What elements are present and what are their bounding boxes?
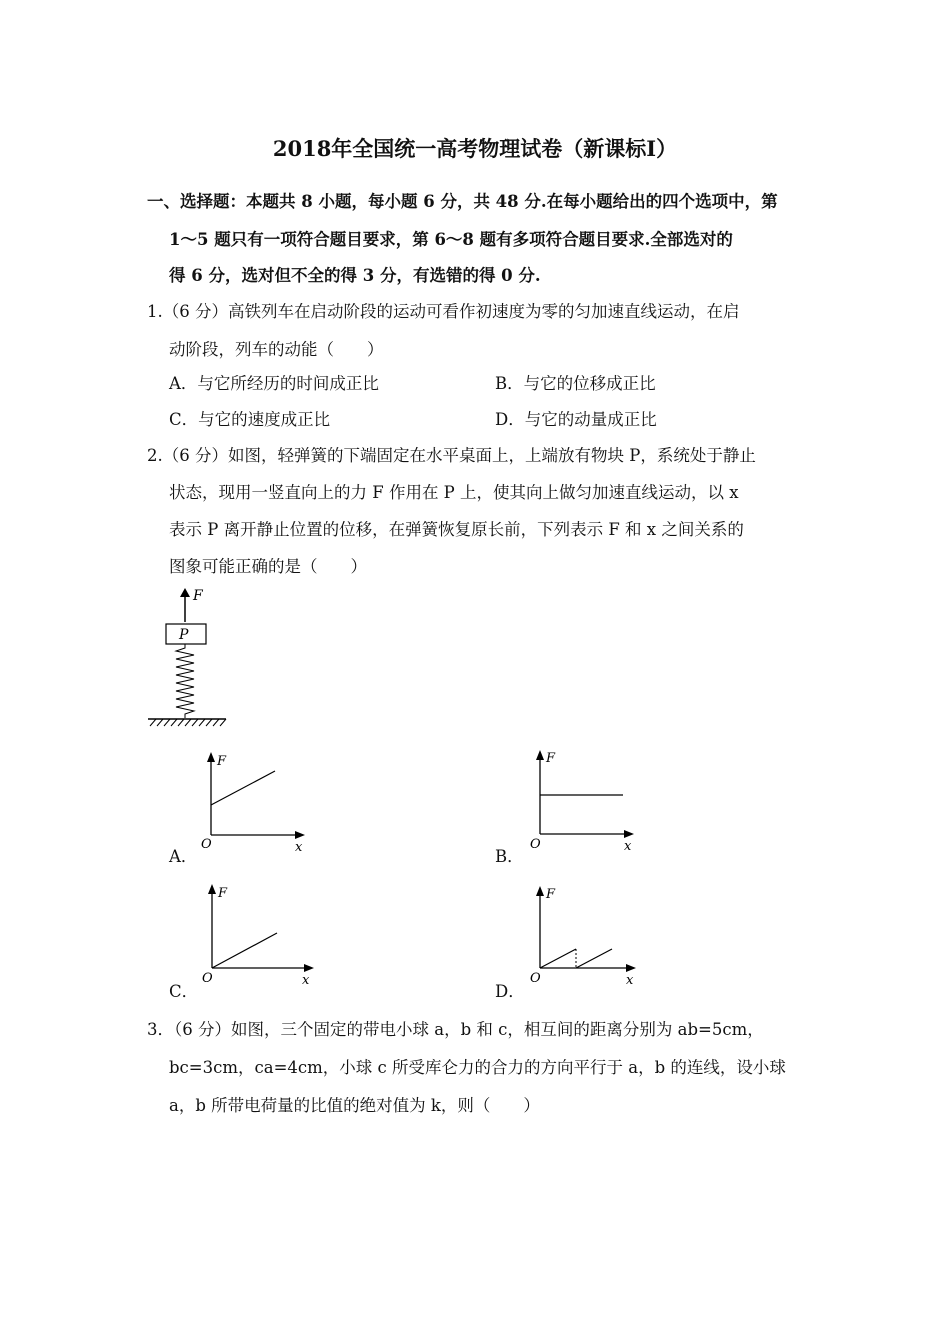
graph-d-line-second: [576, 949, 612, 968]
question-2-line-4: 图象可能正确的是（ ）: [169, 557, 367, 576]
section-header-line-3: 得 6 分，选对但不全的得 3 分，有选错的得 0 分.: [169, 266, 541, 285]
question-3-line-2: bc=3cm，ca=4cm，小球 c 所受库仑力的合力的方向平行于 a，b 的连线，设小球: [169, 1058, 786, 1077]
graph-c-x-label: x: [302, 973, 310, 988]
graph-c-line: [212, 933, 277, 968]
graph-a-option-label: A．: [169, 847, 198, 866]
question-1-option-a: A．与它所经历的时间成正比: [169, 374, 379, 393]
graph-a-line: [211, 771, 275, 805]
question-3-line-3: a，b 所带电荷量的比值的绝对值为 k，则（ ）: [169, 1096, 540, 1115]
graph-a-y-label: F: [217, 754, 227, 769]
graph-c: [196, 880, 321, 990]
spring-block-figure: [140, 586, 235, 734]
graph-a-x-label: x: [295, 840, 303, 855]
graph-b-y-label: F: [546, 751, 556, 766]
graph-b-origin: O: [530, 837, 541, 852]
graph-d-option-label: D．: [495, 982, 525, 1001]
question-2-line-3: 表示 P 离开静止位置的位移，在弹簧恢复原长前，下列表示 F 和 x 之间关系的: [169, 520, 744, 539]
force-label: F: [193, 588, 203, 604]
graph-a-origin: O: [201, 837, 212, 852]
question-1-line-2: 动阶段，列车的动能（ ）: [169, 340, 384, 359]
graph-b-option-label: B．: [495, 847, 524, 866]
graph-a: [195, 748, 310, 858]
section-header-line-1: 一、选择题：本题共 8 小题，每小题 6 分，共 48 分.在每小题给出的四个选项中，第: [147, 192, 778, 211]
question-1-option-c: C．与它的速度成正比: [169, 410, 331, 429]
question-2-line-2: 状态，现用一竖直向上的力 F 作用在 P 上，使其向上做匀加速直线运动，以 x: [169, 483, 739, 502]
graph-d-line-first: [540, 949, 576, 968]
question-1-option-d: D．与它的动量成正比: [495, 410, 657, 429]
graph-d-x-label: x: [626, 973, 634, 988]
question-2-line-1: 2.（6 分）如图，轻弹簧的下端固定在水平桌面上，上端放有物块 P，系统处于静止: [147, 446, 756, 465]
question-1-option-b: B．与它的位移成正比: [495, 374, 656, 393]
graph-c-option-label: C．: [169, 982, 199, 1001]
graph-b-x-label: x: [624, 839, 632, 854]
question-1-line-1: 1.（6 分）高铁列车在启动阶段的运动可看作初速度为零的匀加速直线运动，在启: [147, 302, 740, 321]
graph-d: [524, 882, 644, 992]
section-header-line-2: 1～5 题只有一项符合题目要求，第 6～8 题有多项符合题目要求.全部选对的: [169, 230, 733, 249]
graph-c-y-label: F: [218, 886, 228, 901]
graph-c-origin: O: [202, 971, 213, 986]
graph-b: [524, 746, 639, 856]
question-3-line-1: 3．（6 分）如图，三个固定的带电小球 a，b 和 c，相互间的距离分别为 ab=5cm，: [147, 1020, 764, 1039]
graph-d-origin: O: [530, 971, 541, 986]
block-label: P: [179, 627, 189, 643]
graph-d-y-label: F: [546, 887, 556, 902]
page-title: 2018年全国统一高考物理试卷（新课标Ⅰ）: [272, 136, 678, 161]
